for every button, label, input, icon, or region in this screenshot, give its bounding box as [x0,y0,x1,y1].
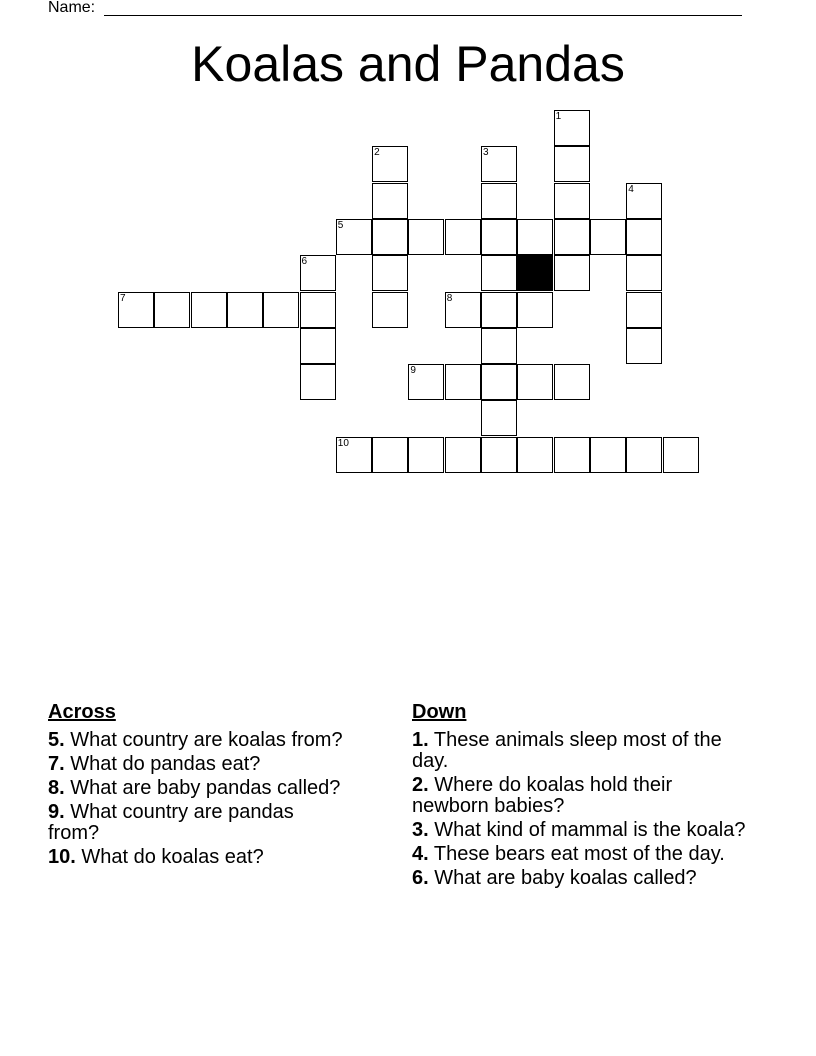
crossword-cell[interactable] [372,255,408,291]
crossword-cell[interactable] [118,292,154,328]
crossword-cell[interactable] [554,183,590,219]
crossword-cell[interactable] [191,292,227,328]
crossword-cell[interactable] [481,146,517,182]
clue-text: These bears eat most of the day. [428,843,725,865]
crossword-cell[interactable] [300,364,336,400]
down-heading: Down [412,701,467,723]
page-title: Koalas and Pandas [191,36,625,92]
crossword-cell[interactable] [372,437,408,473]
crossword-cell[interactable] [517,219,553,255]
down-clue [412,730,752,772]
crossword-cell[interactable] [154,292,190,328]
clue-text: These animals sleep most of the day. [412,729,722,772]
crossword-cell[interactable] [445,219,481,255]
name-label: Name: [48,0,96,16]
crossword-cell[interactable] [481,255,517,291]
crossword-cell[interactable] [626,328,662,364]
down-clue [412,844,752,865]
crossword-cell[interactable] [554,219,590,255]
crossword-cell[interactable] [445,364,481,400]
down-clue-list [412,730,752,889]
across-clues [48,702,348,871]
crossword-cell[interactable] [663,437,699,473]
clue-number: 5 [337,219,344,231]
clue-number: 4 [628,183,634,195]
across-clue-list [48,730,348,868]
crossword-block [517,255,553,291]
clue-number: 2 [374,147,380,159]
across-clue [48,730,348,751]
crossword-cell[interactable] [626,292,662,328]
crossword-cell[interactable] [517,364,553,400]
clue-number: 10 [337,437,349,449]
crossword-cell[interactable] [372,219,408,255]
clue-number-label: 3. [412,819,429,841]
clue-text: What country are koalas from? [64,729,343,751]
clue-number-label: 6. [412,867,429,889]
crossword-cell[interactable] [408,364,444,400]
crossword-cell[interactable] [445,437,481,473]
crossword-cell[interactable] [590,437,626,473]
crossword-cell[interactable] [554,437,590,473]
crossword-cell[interactable] [554,110,590,146]
across-clue [48,778,348,799]
down-clue [412,775,752,817]
crossword-cell[interactable] [481,328,517,364]
across-clue [48,754,348,775]
crossword-cell[interactable] [481,219,517,255]
crossword-cell[interactable] [445,292,481,328]
across-clue [48,847,348,868]
clue-number: 6 [301,256,308,268]
clue-number-label: 8. [48,777,65,799]
clue-number-label: 1. [412,729,429,751]
clue-number-label: 4. [412,843,429,865]
crossword-cell[interactable] [300,328,336,364]
clue-number: 9 [410,365,416,377]
clue-number-label: 2. [412,774,429,796]
clue-text: What do pandas eat? [64,753,261,775]
crossword-cell[interactable] [227,292,263,328]
crossword-grid [0,0,816,520]
clue-number: 1 [555,111,562,122]
clue-text: Where do koalas hold their newborn babies? [412,774,673,817]
clue-number: 7 [120,292,126,304]
crossword-cell[interactable] [408,437,444,473]
crossword-cell[interactable] [554,255,590,291]
crossword-cell[interactable] [554,364,590,400]
clue-text: What do koalas eat? [75,846,264,868]
down-clue [412,820,752,841]
crossword-cell[interactable] [554,146,590,182]
crossword-cell[interactable] [481,400,517,436]
crossword-cell[interactable] [481,437,517,473]
clue-number: 3 [483,147,489,159]
clue-text: What are baby pandas called? [64,777,341,799]
clue-text: What country are pandas from? [48,801,294,844]
crossword-cell[interactable] [590,219,626,255]
crossword-cell[interactable] [300,292,336,328]
crossword-cell[interactable] [481,364,517,400]
down-clue [412,868,752,889]
down-clues [412,702,752,892]
crossword-cell[interactable] [336,437,372,473]
clue-number-label: 7. [48,753,65,775]
across-heading: Across [48,701,116,723]
crossword-cell[interactable] [517,437,553,473]
crossword-cell[interactable] [336,219,372,255]
clue-text: What kind of mammal is the koala? [428,819,746,841]
crossword-cell[interactable] [300,255,336,291]
clue-number-label: 10. [48,846,76,868]
crossword-cell[interactable] [263,292,299,328]
crossword-cell[interactable] [626,183,662,219]
across-clue [48,802,348,844]
clue-number-label: 9. [48,801,65,823]
clue-number-label: 5. [48,729,65,751]
crossword-cell[interactable] [626,255,662,291]
crossword-cell[interactable] [372,183,408,219]
crossword-cell[interactable] [626,219,662,255]
clue-text: What are baby koalas called? [428,867,697,889]
crossword-cell[interactable] [408,219,444,255]
crossword-cell[interactable] [481,183,517,219]
crossword-cell[interactable] [481,292,517,328]
clue-number: 8 [446,292,453,304]
crossword-cell[interactable] [372,146,408,182]
crossword-cell[interactable] [626,437,662,473]
crossword-cell[interactable] [372,292,408,328]
crossword-cell[interactable] [517,292,553,328]
